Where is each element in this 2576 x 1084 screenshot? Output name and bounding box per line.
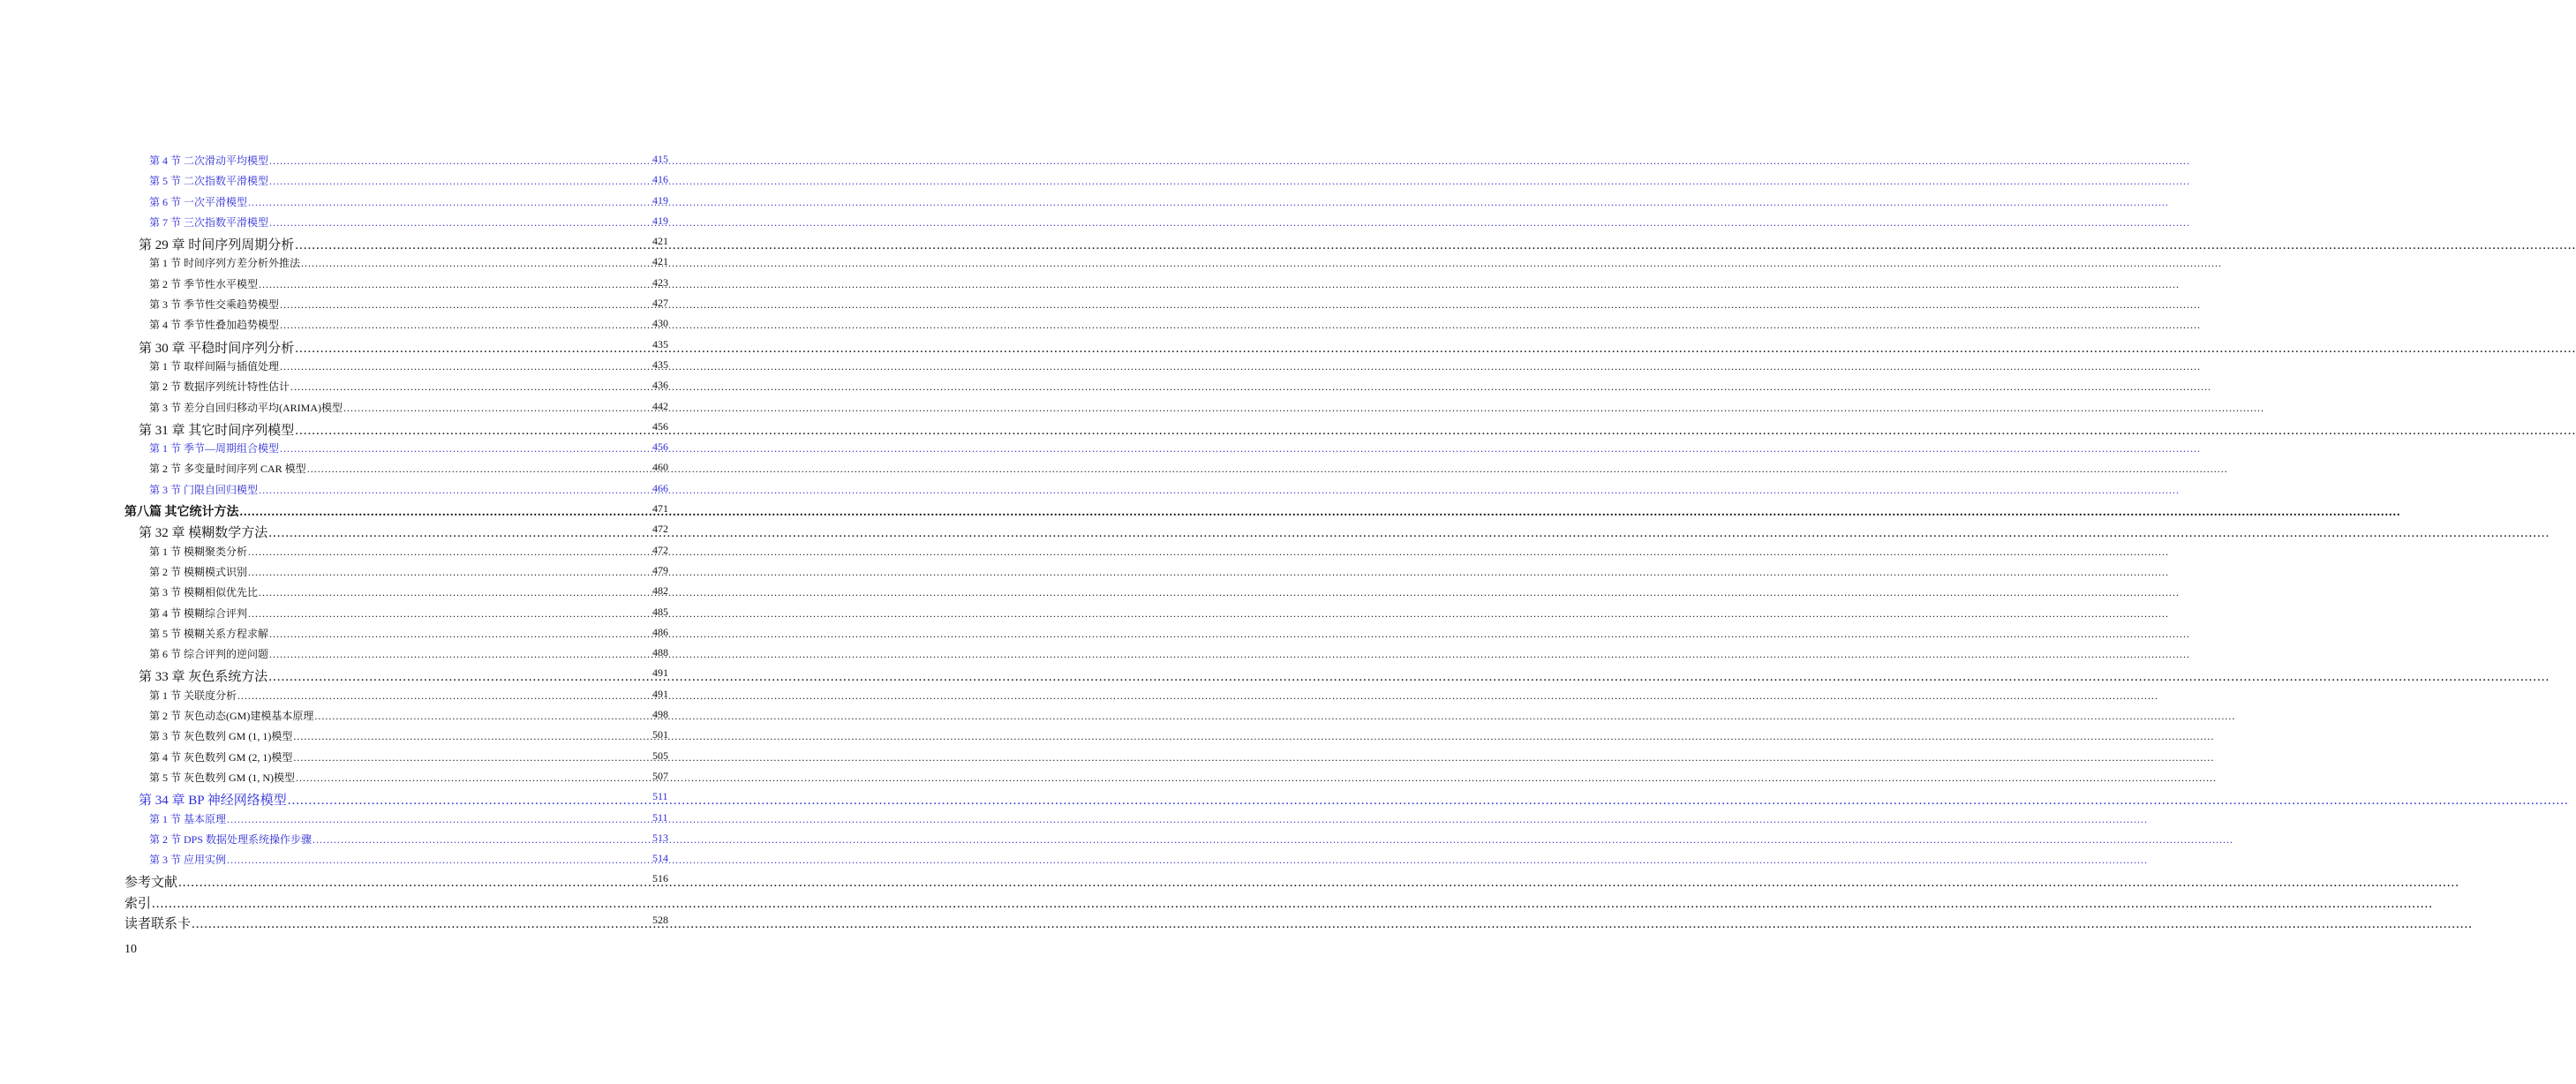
toc-entry-part[interactable] — [124, 502, 668, 523]
dot-leader — [259, 275, 2180, 291]
toc-entry-title: 第 7 节 三次指数平滑模型 — [149, 215, 269, 229]
toc-entry-section[interactable] — [149, 543, 668, 564]
toc-entry-title: 第 5 节 模糊关系方程求解 — [149, 627, 269, 640]
toc-entry-page: 472 — [652, 523, 668, 536]
toc-entry-page: 491 — [652, 666, 668, 680]
document-page — [0, 0, 766, 1084]
toc-entry-top[interactable] — [124, 872, 668, 892]
toc-entry-title: 第 2 节 数据序列统计特性估计 — [149, 380, 290, 394]
toc-entry-page: 436 — [652, 379, 668, 392]
toc-entry-page: 427 — [652, 297, 668, 310]
toc-entry-title: 第 3 节 门限自回归模型 — [149, 483, 259, 496]
toc-entry-title: 第 34 章 BP 神经网络模型 — [139, 794, 287, 809]
toc-entry-title: 第 31 章 其它时间序列模型 — [139, 423, 295, 438]
toc-entry-top[interactable] — [124, 913, 668, 934]
dot-leader — [269, 648, 2190, 661]
toc-entry-top[interactable] — [124, 893, 640, 914]
dot-leader — [248, 543, 2169, 559]
dot-leader — [295, 238, 2576, 253]
dot-leader — [269, 216, 2190, 230]
toc-entry-section[interactable] — [149, 625, 668, 646]
toc-entry-chapter[interactable] — [139, 790, 668, 810]
toc-entry-page: 486 — [652, 625, 668, 638]
toc-entry-title: 索引 — [124, 896, 152, 911]
toc-entry-title: 第 29 章 时间序列周期分析 — [139, 238, 295, 253]
toc-entry-title: 第 32 章 模糊数学方法 — [139, 526, 268, 541]
toc-entry-section[interactable] — [149, 831, 668, 852]
dot-leader — [295, 342, 2576, 357]
dot-leader — [227, 854, 2148, 867]
toc-entry-section[interactable] — [149, 399, 668, 420]
dot-leader — [248, 607, 2169, 621]
toc-entry-section[interactable] — [149, 687, 668, 708]
dot-leader — [314, 710, 2235, 723]
toc-entry-page: 423 — [652, 275, 668, 289]
toc-entry-page: 507 — [652, 769, 668, 782]
toc-entry-title: 第 2 节 模糊模式识别 — [149, 565, 248, 578]
toc-entry-title: 第 30 章 平稳时间序列分析 — [139, 341, 295, 356]
toc-entry-page: 419 — [652, 214, 668, 227]
dot-leader — [343, 399, 2264, 415]
toc-entry-page: 466 — [652, 481, 668, 494]
toc-entry-section[interactable] — [149, 173, 668, 193]
toc-entry-page: 485 — [652, 605, 668, 618]
toc-entry-page: 479 — [652, 563, 668, 576]
dot-leader — [248, 563, 2169, 579]
toc-entry-page: 460 — [652, 461, 668, 474]
toc-entry-page: 491 — [652, 687, 668, 700]
toc-entry-title: 第 5 节 二次指数平滑模型 — [149, 175, 269, 188]
dot-leader — [152, 897, 2433, 912]
toc-entry-page: 421 — [652, 255, 668, 268]
dot-leader — [280, 442, 2201, 455]
dot-leader — [313, 833, 2233, 847]
toc-entry-page: 456 — [652, 440, 668, 454]
toc-entry-chapter[interactable] — [139, 419, 668, 440]
dot-leader — [280, 360, 2201, 373]
toc-entry-title: 第 4 节 灰色数列 GM (2, 1)模型 — [149, 750, 293, 764]
toc-entry-title: 第八篇 其它统计方法 — [124, 506, 239, 520]
toc-entry-page: 528 — [652, 913, 668, 926]
toc-entry-section[interactable] — [149, 214, 668, 235]
toc-entry-section[interactable] — [149, 461, 668, 481]
toc-entry-section[interactable] — [149, 255, 668, 275]
toc-entry-title: 第 5 节 灰色数列 GM (1, N)模型 — [149, 771, 295, 784]
dot-leader — [240, 506, 2401, 520]
toc-entry-title: 第 3 节 灰色数列 GM (1, 1)模型 — [149, 730, 293, 743]
toc-entry-title: 第 1 节 关联度分析 — [149, 689, 237, 702]
dot-leader — [248, 193, 2169, 209]
toc-entry-title: 读者联系卡 — [124, 916, 192, 931]
toc-entry-title: 第 1 节 模糊聚类分析 — [149, 545, 248, 558]
dot-leader — [269, 175, 2190, 188]
toc-entry-section[interactable] — [149, 749, 668, 770]
toc-entry-title: 第 4 节 二次滑动平均模型 — [149, 154, 269, 167]
toc-entry-title: 第 33 章 灰色系统方法 — [139, 670, 268, 685]
toc-entry-page: 435 — [652, 337, 668, 350]
dot-leader — [280, 319, 2201, 332]
dot-leader — [237, 689, 2158, 703]
toc-entry-section[interactable] — [149, 358, 668, 379]
toc-entry-page: 421 — [652, 235, 668, 248]
toc-entry-title: 参考文献 — [124, 876, 178, 891]
toc-entry-chapter[interactable] — [139, 666, 668, 687]
dot-leader — [178, 876, 2459, 891]
toc-entry-page: 416 — [652, 173, 668, 186]
toc-entry-page: 472 — [652, 543, 668, 556]
toc-entry-page: 456 — [652, 419, 668, 433]
dot-leader — [296, 769, 2217, 785]
dot-leader — [280, 298, 2201, 312]
toc-entry-title: 第 3 节 季节性交乘趋势模型 — [149, 298, 280, 312]
toc-entry-page: 442 — [652, 399, 668, 412]
dot-leader — [268, 670, 2550, 685]
toc-entry-page: 430 — [652, 317, 668, 330]
toc-entry-section[interactable] — [149, 317, 668, 337]
toc-entry-title: 第 4 节 模糊综合评判 — [149, 606, 248, 620]
toc-entry-chapter[interactable] — [139, 337, 668, 358]
toc-entry-page: 516 — [652, 872, 668, 885]
toc-entry-title: 第 2 节 灰色动态(GM)建模基本原理 — [149, 710, 314, 723]
toc-entry-title: 第 1 节 取样间隔与插值处理 — [149, 359, 280, 373]
toc-entry-section[interactable] — [149, 440, 668, 461]
dot-leader — [259, 481, 2180, 497]
dot-leader — [290, 380, 2211, 394]
toc-entry-title: 第 2 节 季节性水平模型 — [149, 277, 259, 290]
toc-entry-section[interactable] — [149, 275, 668, 297]
toc-entry-section[interactable] — [149, 810, 668, 832]
toc-entry-page: 501 — [652, 728, 668, 741]
toc-entry-section[interactable] — [149, 584, 668, 605]
toc-entry-title: 第 6 节 一次平滑模型 — [149, 195, 248, 208]
toc-entry-section[interactable] — [149, 605, 668, 626]
toc-entry-page: 482 — [652, 584, 668, 598]
toc-entry-page: 415 — [652, 153, 668, 165]
toc-entry-section[interactable] — [149, 728, 668, 749]
toc-entry-page: 511 — [652, 790, 668, 803]
toc-entry-section[interactable] — [149, 769, 668, 790]
toc-entry-title: 第 2 节 多变量时间序列 CAR 模型 — [149, 463, 306, 476]
toc-entry-section[interactable] — [149, 481, 668, 502]
toc-entry-section[interactable] — [149, 153, 668, 173]
dot-leader — [269, 154, 2190, 168]
toc-entry-page: 488 — [652, 646, 668, 659]
toc-entry-title: 第 3 节 应用实例 — [149, 854, 227, 867]
toc-entry-page: 511 — [652, 810, 668, 824]
toc-entry-page: 435 — [652, 358, 668, 371]
toc-entry-page: 471 — [652, 502, 668, 516]
toc-entry-section[interactable] — [149, 852, 668, 872]
dot-leader — [192, 917, 2473, 932]
dot-leader — [269, 625, 2190, 641]
toc-entry-page: 513 — [652, 831, 668, 844]
toc-entry-page: 419 — [652, 193, 668, 207]
toc-entry-chapter[interactable] — [139, 235, 668, 255]
dot-leader — [288, 794, 2569, 809]
toc-entry-title: 第 1 节 基本原理 — [149, 812, 227, 825]
toc-entry-page: 514 — [652, 852, 668, 865]
toc-entry-section[interactable] — [149, 297, 668, 317]
toc-entry-section[interactable] — [149, 563, 668, 584]
toc-entry-section[interactable] — [149, 379, 668, 399]
dot-leader — [259, 586, 2180, 599]
toc-entry-section[interactable] — [149, 646, 668, 666]
dot-leader — [295, 424, 2576, 439]
toc-entry-title: 第 4 节 季节性叠加趋势模型 — [149, 319, 280, 332]
table-of-contents — [0, 153, 766, 934]
toc-entry-title: 第 2 节 DPS 数据处理系统操作步骤 — [149, 832, 313, 846]
dot-leader — [268, 526, 2550, 541]
dot-leader — [293, 751, 2214, 764]
toc-entry-title: 第 3 节 差分自回归移动平均(ARIMA)模型 — [149, 401, 343, 414]
dot-leader — [293, 730, 2214, 743]
dot-leader — [307, 463, 2228, 476]
toc-entry-page: 498 — [652, 708, 668, 721]
toc-entry-title: 第 1 节 季节—周期组合模型 — [149, 442, 280, 455]
toc-entry-title: 第 1 节 时间序列方差分析外推法 — [149, 257, 301, 270]
toc-entry-section[interactable] — [149, 708, 668, 728]
dot-leader — [301, 257, 2222, 270]
toc-entry-chapter[interactable] — [139, 523, 668, 543]
toc-entry-page: 505 — [652, 749, 668, 762]
dot-leader — [227, 810, 2148, 826]
toc-entry-title: 第 6 节 综合评判的逆问题 — [149, 648, 269, 661]
toc-entry-section[interactable] — [149, 193, 668, 215]
toc-entry-title: 第 3 节 模糊相似优先比 — [149, 586, 259, 599]
page-number: 10 — [124, 943, 137, 956]
